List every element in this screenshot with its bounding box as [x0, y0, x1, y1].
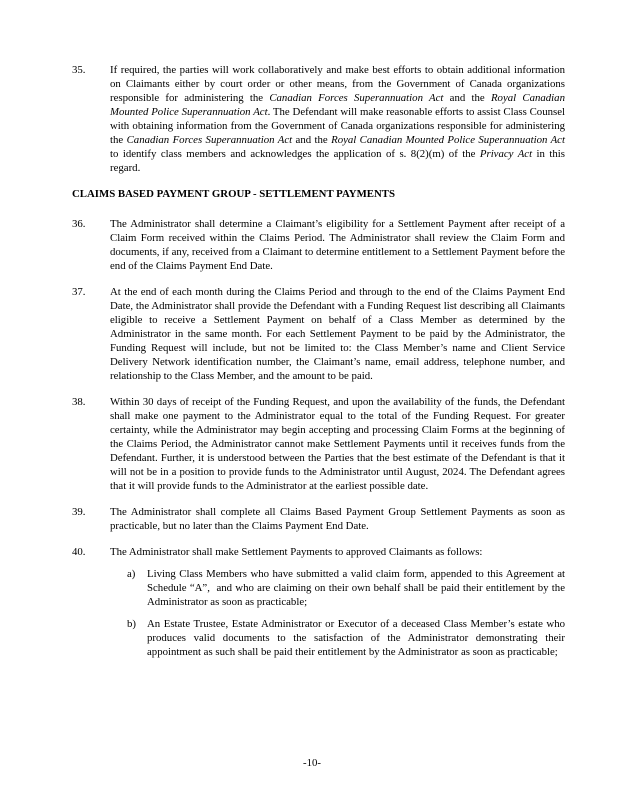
italic-text-run: Royal Canadian Mounted Police Superannuation Act: [331, 134, 565, 146]
text-run: Living Class Members who have submitted a valid claim form, appended to this Agreement at Schedule “A”, and who are claiming on their own behalf shall be paid their entitlement by the Administrator as soon as practicable;: [147, 568, 565, 608]
paragraph-text: [110, 505, 565, 533]
paragraph-text: [110, 545, 565, 559]
paragraph-number: 38.: [72, 396, 86, 408]
italic-text-run: Privacy Act: [479, 148, 533, 160]
paragraph-number: 37.: [72, 286, 86, 298]
list-item: [110, 567, 565, 609]
paragraph-number: 39.: [72, 506, 86, 518]
text-run: . The Defendant will make reasonable efforts to assist Class Counsel with obtaining information from the Government of Canada organizations responsible for administering the: [110, 106, 565, 146]
list-item-text: [147, 567, 565, 609]
paragraph-text: [110, 63, 565, 175]
list-item-label: a): [127, 568, 136, 580]
paragraph-text: [110, 395, 565, 493]
numbered-paragraph: [72, 395, 565, 493]
text-run: The Administrator shall complete all Claims Based Payment Group Settlement Payments as soon as practicable, but no later than the Claims Payment End Date.: [110, 506, 565, 532]
section-heading: CLAIMS BASED PAYMENT GROUP - SETTLEMENT PAYMENTS: [72, 188, 395, 200]
text-run: Within 30 days of receipt of the Funding Request, and upon the availability of the funds, the Defendant shall make one payment to the Administrator equal to the total of the Funding Request. For greater certainty, while the Administrator may begin accepting and processing Claim Forms at the beginning of the Claims Period, the Administrator cannot make Settlement Payments until it receives funds from the Defendant. Further, it is understood between the Parties that the best estimate of the Defendant is that it will not be in a position to provide funds to the Administrator until August, 2024. The Defendant agrees that it will provide funds to the Administrator at the earliest possible date.: [110, 396, 565, 492]
list-item-text: [147, 617, 565, 659]
paragraph-number: 35.: [72, 64, 86, 76]
numbered-paragraph: [72, 63, 565, 175]
paragraph-text: [110, 285, 565, 383]
numbered-paragraph: [72, 545, 565, 659]
text-run: If required, the parties will work collaboratively and make best efforts to obtain additional information on Claimants either by court order or other means, from the Government of Canada organizations responsible for administering the: [110, 64, 565, 104]
text-run: The Administrator shall make Settlement Payments to approved Claimants as follows:: [110, 546, 483, 558]
paragraph-number: 40.: [72, 546, 86, 558]
numbered-paragraph: [72, 217, 565, 273]
text-run: and the: [443, 92, 491, 104]
italic-text-run: Canadian Forces Superannuation Act: [269, 92, 444, 104]
paragraph-number: 36.: [72, 218, 86, 230]
paragraph-text: [110, 217, 565, 273]
italic-text-run: Royal Canadian Mounted Police Superannuation Act: [110, 92, 565, 118]
italic-text-run: Canadian Forces Superannuation Act: [126, 134, 293, 146]
text-run: in this regard.: [110, 148, 565, 174]
numbered-paragraph: [72, 505, 565, 533]
list-item: [110, 617, 565, 659]
text-run: to identify class members and acknowledges the application of s. 8(2)(m) of the: [110, 148, 480, 160]
document-blocks: [72, 63, 565, 671]
page-number: -10-: [303, 757, 321, 769]
text-run: and the: [292, 134, 332, 146]
numbered-paragraph: [72, 285, 565, 383]
text-run: The Administrator shall determine a Claimant’s eligibility for a Settlement Payment after receipt of a Claim Form received within the Claims Period. The Administrator shall review the Claim Form and documents, if any, received from a Claimant to determine entitlement to a Settlement Payment before the end of the Claims Payment End Date.: [110, 218, 565, 272]
text-run: At the end of each month during the Claims Period and through to the end of the Claims Payment End Date, the Administrator shall provide the Defendant with a Funding Request list describing all Claimants eligible to receive a Settlement Payment on behalf of a Class Member as determined by the Administrator in the same month. For each Settlement Payment to be paid by the Administrator, the Funding Request will include, but not be limited to: the Class Member’s name and Client Service Delivery Network identification number, the Claimant’s name, email address, telephone number, and relationship to the Class Member, and the amount to be paid.: [110, 286, 565, 382]
text-run: An Estate Trustee, Estate Administrator or Executor of a deceased Class Member’s estate who produces valid documents to the satisfaction of the Administrator demonstrating their appointment as such shall be paid their entitlement by the Administrator as soon as practicable;: [147, 618, 565, 658]
list-item-label: b): [127, 618, 136, 630]
